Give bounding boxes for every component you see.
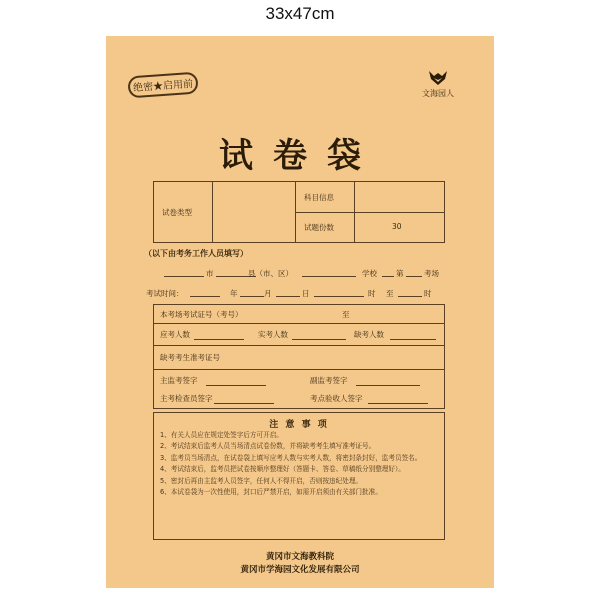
actual-count-label: 实考人数 — [258, 330, 288, 339]
hour-label: 时 — [368, 289, 376, 298]
exam-time-label: 考试时间： — [146, 289, 184, 298]
note-item: 6、本试卷袋为一次性使用，封口后严禁开启，如需开启须由有关部门批准。 — [160, 488, 382, 497]
note-item: 4、考试结束后，监考员把试卷按顺序整理好（答题卡、答卷、草稿纸分别整理好）。 — [160, 465, 405, 474]
day-label: 日 — [302, 289, 310, 298]
notes-heading: 注 意 事 项 — [269, 420, 329, 430]
exam-info-table — [153, 181, 445, 243]
attendance-box — [153, 304, 445, 409]
expected-count-label: 应考人数 — [160, 330, 190, 339]
room-label: 考场 — [424, 269, 439, 278]
city-label: 市 — [206, 269, 214, 278]
hour-end-label: 时 — [424, 289, 432, 298]
absent-id-label: 缺考考生准考证号 — [160, 353, 220, 362]
invigilator-sign-label: 主监考签字 — [160, 376, 198, 385]
county-label: 县（市、区） — [248, 269, 293, 278]
year-label: 年 — [230, 289, 238, 298]
confidential-stamp: 绝密★启用前 — [127, 72, 198, 99]
school-label: 学校 — [362, 269, 377, 278]
publisher-line-2: 黄冈市学海园文化发展有限公司 — [240, 565, 360, 575]
count-label: 试题份数 — [304, 223, 334, 232]
exam-envelope — [106, 36, 494, 588]
size-label: 33x47cm — [265, 4, 335, 23]
staff-note: （以下由考务工作人员填写） — [144, 249, 248, 258]
notes-list — [160, 430, 438, 498]
page-title: 试卷袋 — [219, 136, 381, 176]
exam-type-label: 试卷类型 — [162, 208, 192, 217]
exam-id-range-label: 本考场考试证号（考号） — [160, 310, 243, 319]
note-item: 5、密封后再由主监考人员签字，任何人不得开启，否则按违纪处理。 — [160, 476, 363, 485]
note-item: 2、考试结束后监考人员当场清点试卷份数，并将缺考考生填写准考证号。 — [160, 442, 376, 451]
notes-box — [153, 412, 445, 540]
month-label: 月 — [264, 289, 272, 298]
note-item: 3、监考员当场清点，在试卷袋上填写应考人数与实考人数，将密封条封好，监考员签名。 — [160, 453, 422, 462]
range-to-label: 至 — [342, 310, 350, 319]
publisher-line-1: 黄冈市文海教科院 — [265, 552, 334, 562]
to-label: 至 — [386, 289, 394, 298]
receiver-sign-label: 考点验收人签字 — [310, 394, 363, 403]
brand-logo — [408, 70, 468, 99]
note-item: 1、有关人员应在规定处签字后方可开启。 — [160, 431, 283, 439]
subject-label: 科目信息 — [304, 193, 334, 202]
count-value: 30 — [392, 222, 402, 231]
room-no-label: 第 — [396, 269, 404, 278]
fox-logo-icon — [428, 70, 448, 86]
second-invigilator-sign-label: 副监考签字 — [310, 376, 348, 385]
absent-count-label: 缺考人数 — [354, 330, 384, 339]
logo-text: 文海园人 — [422, 89, 454, 98]
checker-sign-label: 主考检查员签字 — [160, 394, 213, 403]
